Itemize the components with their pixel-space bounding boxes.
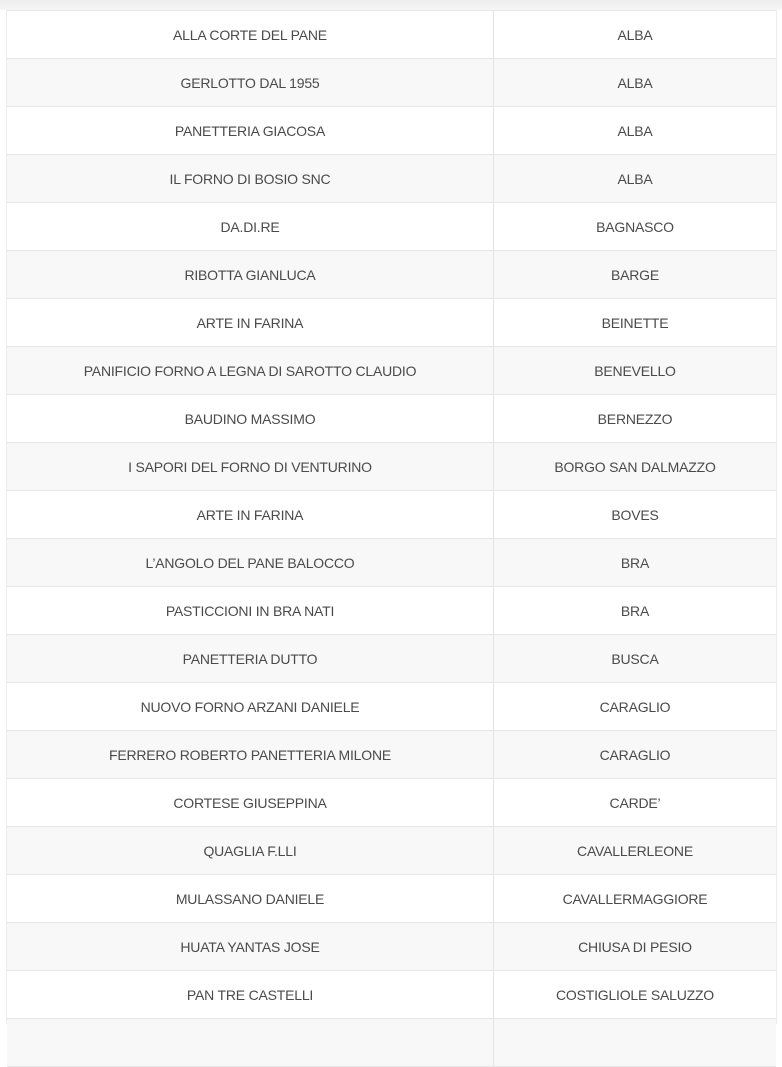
table-row bbox=[7, 491, 776, 539]
bakery-name-cell: PASTICCIONI IN BRA NATI bbox=[7, 587, 494, 634]
city-cell: BARGE bbox=[610, 266, 659, 283]
table-row bbox=[7, 539, 776, 587]
table-row bbox=[7, 347, 776, 395]
header-shade bbox=[0, 0, 782, 10]
table-right-border bbox=[776, 10, 777, 1024]
city-cell: BAGNASCO bbox=[596, 218, 674, 235]
table-row bbox=[7, 155, 776, 203]
city-cell: ALBA bbox=[617, 74, 653, 91]
city-cell: ALBA bbox=[617, 26, 653, 43]
table-row bbox=[7, 11, 776, 59]
bakery-name-cell: ARTE IN FARINA bbox=[7, 299, 494, 346]
bakery-name-cell: BAUDINO MASSIMO bbox=[7, 395, 494, 442]
bakery-name-cell: I SAPORI DEL FORNO DI VENTURINO bbox=[7, 443, 494, 490]
bakery-name-cell: PANIFICIO FORNO A LEGNA DI SAROTTO CLAUDIO bbox=[7, 347, 494, 394]
bakery-name-cell: ALLA CORTE DEL PANE bbox=[7, 11, 494, 58]
bakery-table bbox=[7, 10, 776, 1067]
bakery-name-cell: ARTE IN FARINA bbox=[7, 491, 494, 538]
bakery-name-cell: IL FORNO DI BOSIO SNC bbox=[7, 155, 494, 202]
table-row bbox=[7, 923, 776, 971]
city-cell: BEINETTE bbox=[601, 314, 669, 331]
table-row bbox=[7, 779, 776, 827]
table-row bbox=[7, 875, 776, 923]
bakery-name-cell: L’ANGOLO DEL PANE BALOCCO bbox=[7, 539, 494, 586]
city-cell: ALBA bbox=[617, 170, 653, 187]
table-row bbox=[7, 203, 776, 251]
city-cell: ALBA bbox=[617, 122, 653, 139]
city-cell: CARAGLIO bbox=[599, 698, 671, 715]
city-cell: BOVES bbox=[611, 506, 659, 523]
city-cell: BORGO SAN DALMAZZO bbox=[554, 458, 716, 475]
table-row bbox=[7, 251, 776, 299]
city-cell: CHIUSA DI PESIO bbox=[578, 938, 692, 955]
table-row bbox=[7, 683, 776, 731]
bakery-name-cell: QUAGLIA F.LLI bbox=[7, 827, 494, 874]
city-cell: COSTIGLIOLE SALUZZO bbox=[555, 986, 714, 1003]
city-cell: BRA bbox=[620, 602, 650, 619]
bakery-name-cell: DA.DI.RE bbox=[7, 203, 494, 250]
table-row bbox=[7, 587, 776, 635]
table-row bbox=[7, 443, 776, 491]
city-cell: BERNEZZO bbox=[597, 410, 673, 427]
bakery-name-cell: GERLOTTO DAL 1955 bbox=[7, 59, 494, 106]
bakery-name-cell: PANETTERIA DUTTO bbox=[7, 635, 494, 682]
table-row bbox=[7, 635, 776, 683]
bakery-name-cell: CORTESE GIUSEPPINA bbox=[7, 779, 494, 826]
bakery-name-cell: PAN TRE CASTELLI bbox=[7, 971, 494, 1018]
city-cell: CAVALLERLEONE bbox=[577, 842, 693, 859]
table-row bbox=[7, 1019, 776, 1067]
city-cell: CARDE’ bbox=[609, 794, 661, 811]
bakery-name-cell: FERRERO ROBERTO PANETTERIA MILONE bbox=[7, 731, 494, 778]
bakery-name-cell: PANETTERIA GIACOSA bbox=[7, 107, 494, 154]
table-row bbox=[7, 971, 776, 1019]
bakery-name-cell bbox=[7, 1019, 494, 1066]
table-row bbox=[7, 395, 776, 443]
city-cell: BENEVELLO bbox=[594, 362, 676, 379]
city-cell: CARAGLIO bbox=[599, 746, 671, 763]
table-row bbox=[7, 827, 776, 875]
city-cell bbox=[494, 1019, 776, 1066]
bakery-name-cell: RIBOTTA GIANLUCA bbox=[7, 251, 494, 298]
table-row bbox=[7, 731, 776, 779]
city-cell: BUSCA bbox=[611, 650, 659, 667]
city-cell: CAVALLERMAGGIORE bbox=[562, 890, 708, 907]
city-cell: BRA bbox=[620, 554, 650, 571]
bakery-name-cell: HUATA YANTAS JOSE bbox=[7, 923, 494, 970]
table-row bbox=[7, 107, 776, 155]
table-row bbox=[7, 59, 776, 107]
table-row bbox=[7, 299, 776, 347]
bakery-name-cell: MULASSANO DANIELE bbox=[7, 875, 494, 922]
bakery-name-cell: NUOVO FORNO ARZANI DANIELE bbox=[7, 683, 494, 730]
